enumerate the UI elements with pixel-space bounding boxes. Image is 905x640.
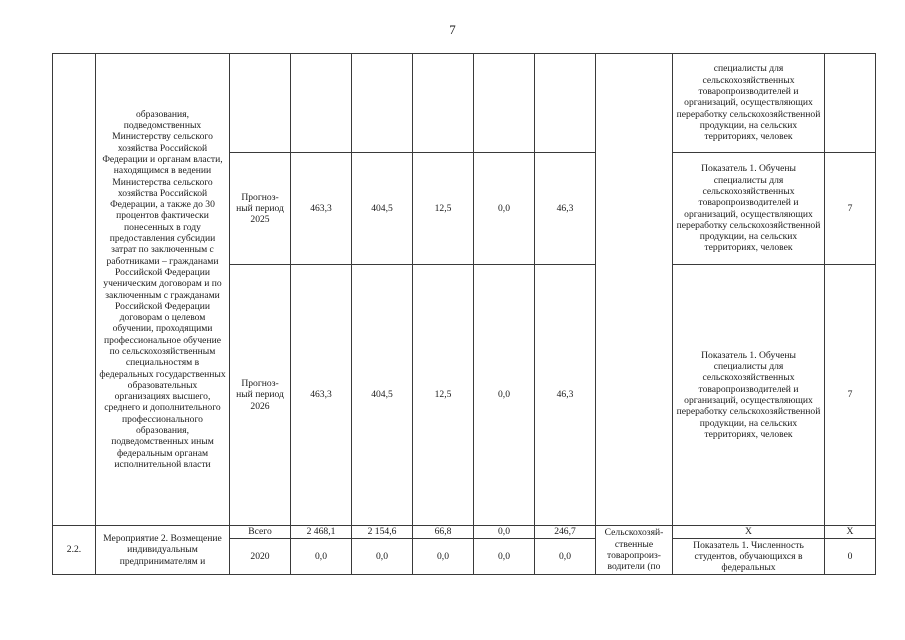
row-number-cell: 2.2. bbox=[53, 526, 96, 575]
total-cell: 463,3 bbox=[291, 153, 352, 265]
regional-cell: 12,5 bbox=[413, 265, 474, 526]
federal-cell bbox=[352, 54, 413, 153]
program-measures-table bbox=[52, 53, 876, 575]
indicator-value-cell: 0 bbox=[825, 539, 876, 575]
indicator-cell: специалисты для сельскохозяйственных товаропроизводителей и организаций, осуществляющих переработку сельскохозяйственной продукции, на сельских территориях, человек bbox=[673, 54, 825, 153]
period-cell bbox=[230, 54, 291, 153]
federal-cell: 404,5 bbox=[352, 153, 413, 265]
recipient-cell: Сельскохозяй-ственные товаропроиз-водители (по bbox=[596, 526, 673, 575]
indicator-cell: Показатель 1. Обучены специалисты для сельскохозяйственных товаропроизводителей и организаций, осуществляющих переработку сельскохозяйственной продукции, на сельских территориях, человек bbox=[673, 153, 825, 265]
regional-cell bbox=[413, 54, 474, 153]
indicator-value-cell: Х bbox=[825, 526, 876, 539]
regional-cell: 66,8 bbox=[413, 526, 474, 539]
measure-description-cell: образования, подведомственных Министерству сельского хозяйства Российской Федерации и органам власти, находящимся в ведении Министерства сельского хозяйства Российской Федерации, а также до 30 процентов фактически понесенных в году предоставления субсидии затрат по заключенным с работниками – гражданами Российской Федерации ученическим договорам и по заключенным с гражданами Российской Федерации договорам о целевом обучении, проходящими профессиональное обучение по сельскохозяйственным специальностям в федеральных государственных образовательных организациях высшего, среднего и дополнительного профессионального образования, подведомственных иным федеральным органам исполнительной власти bbox=[96, 54, 230, 526]
total-cell: 463,3 bbox=[291, 265, 352, 526]
federal-cell: 2 154,6 bbox=[352, 526, 413, 539]
row-number-cell bbox=[53, 54, 96, 526]
total-cell bbox=[291, 54, 352, 153]
regional-cell: 12,5 bbox=[413, 153, 474, 265]
extra-budget-cell: 46,3 bbox=[535, 265, 596, 526]
local-cell: 0,0 bbox=[474, 265, 535, 526]
recipient-cell bbox=[596, 54, 673, 526]
indicator-cell: Х bbox=[673, 526, 825, 539]
local-cell: 0,0 bbox=[474, 526, 535, 539]
period-cell: 2020 bbox=[230, 539, 291, 575]
regional-cell: 0,0 bbox=[413, 539, 474, 575]
federal-cell: 0,0 bbox=[352, 539, 413, 575]
period-cell: Прогноз-ный период 2026 bbox=[230, 265, 291, 526]
extra-budget-cell: 0,0 bbox=[535, 539, 596, 575]
period-cell: Прогноз-ный период 2025 bbox=[230, 153, 291, 265]
table-row-item-2-2-total bbox=[53, 526, 876, 539]
period-cell: Всего bbox=[230, 526, 291, 539]
indicator-value-cell bbox=[825, 54, 876, 153]
federal-cell: 404,5 bbox=[352, 265, 413, 526]
table-row-continuation bbox=[53, 54, 876, 153]
local-cell bbox=[474, 54, 535, 153]
extra-budget-cell: 246,7 bbox=[535, 526, 596, 539]
indicator-value-cell: 7 bbox=[825, 265, 876, 526]
extra-budget-cell: 46,3 bbox=[535, 153, 596, 265]
total-cell: 2 468,1 bbox=[291, 526, 352, 539]
measure-description-cell: Мероприятие 2. Возмещение индивидуальным предпринимателям и bbox=[96, 526, 230, 575]
page-number: 7 bbox=[449, 22, 456, 37]
local-cell: 0,0 bbox=[474, 539, 535, 575]
local-cell: 0,0 bbox=[474, 153, 535, 265]
indicator-value-cell: 7 bbox=[825, 153, 876, 265]
indicator-cell: Показатель 1. Обучены специалисты для сельскохозяйственных товаропроизводителей и организаций, осуществляющих переработку сельскохозяйственной продукции, на сельских территориях, человек bbox=[673, 265, 825, 526]
total-cell: 0,0 bbox=[291, 539, 352, 575]
extra-budget-cell bbox=[535, 54, 596, 153]
indicator-cell: Показатель 1. Численность студентов, обучающихся в федеральных bbox=[673, 539, 825, 575]
